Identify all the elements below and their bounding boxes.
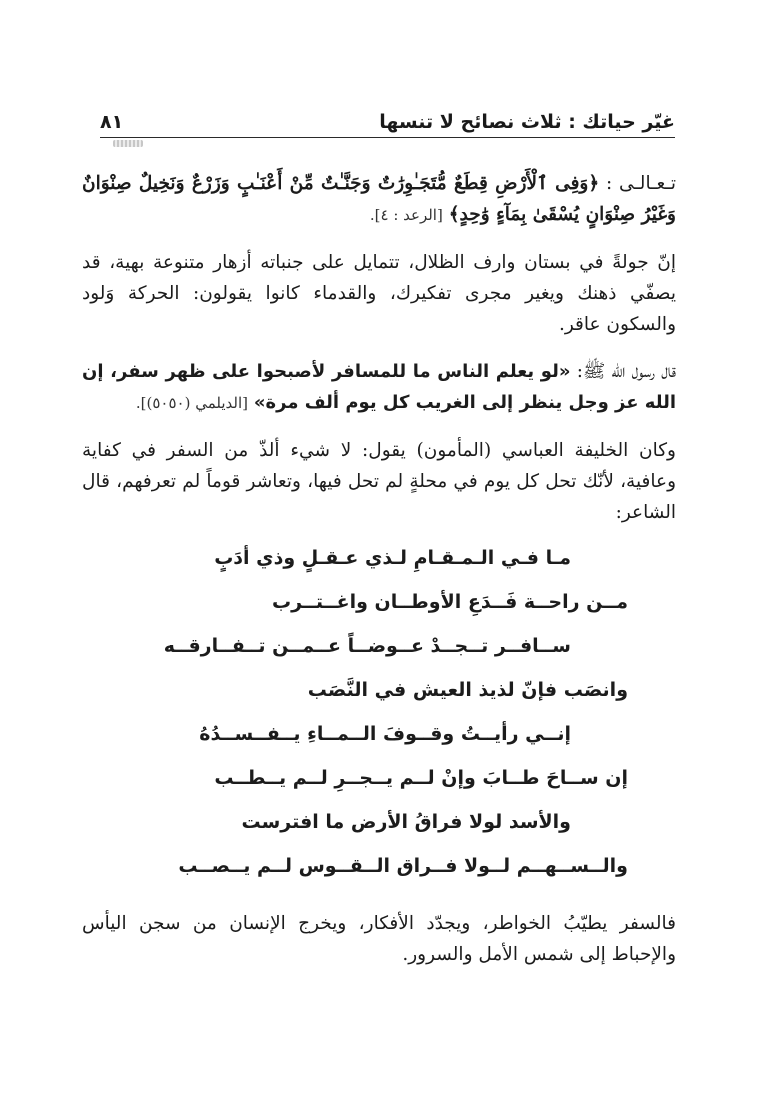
header-ornament-icon: [113, 140, 143, 147]
header-divider: [100, 137, 675, 138]
poem-verse: مـا فـي الـمـقـامِ لـذي عـقـلٍ وذي أدَبٍ: [214, 547, 571, 569]
running-header: [100, 100, 675, 136]
quran-reference: [الرعد : ٤].: [369, 206, 443, 224]
hadith-text: «لو يعلم الناس ما للمسافر لأصبحوا على ظهر سفر، إن الله عز وجل ينظر إلى الغريب كل يوم ألف مرة»: [82, 361, 676, 413]
hadith-intro: قال رسول الله ﷺ:: [570, 361, 677, 382]
quran-paragraph: [82, 168, 676, 231]
hadith-source: [الديلمي (٥٠٥٠)].: [135, 394, 248, 412]
poem-verse: والأسد لولا فراقُ الأرض ما افترست: [241, 811, 571, 833]
poem-verse: مــن راحــة فَــدَعِ الأوطــان واغــتــرب: [272, 591, 628, 613]
poem-verse: وانصَب فإنّ لذيذ العيش في النَّصَب: [307, 679, 628, 701]
poem: [82, 544, 676, 896]
mamun-paragraph: وكان الخليفة العباسي (المأمون) يقول: لا شيء ألذّ من السفر في كفاية وعافية، لأنّك تحل كل يوم في محلةٍ لم تحل فيها، وتعاشر قوماً لم تعرفهم، قال الشاعر:: [82, 440, 676, 523]
hadith-paragraph: [82, 356, 676, 419]
poem-verse: إنــي رأيــتُ وقــوفَ الــمــاءِ يــفــســدُهُ: [199, 723, 571, 745]
poem-verse: ســافــر تــجــدْ عــوضــاً عــمــن تــفــارقــه: [163, 635, 571, 657]
chapter-title: غيّر حياتك : ثلاث نصائح لا تنسها: [379, 111, 675, 133]
poem-verse: والــســهــم لــولا فــراق الــقــوس لــم يــصــب: [178, 855, 628, 877]
closing-paragraph: فالسفر يطيّبُ الخواطر، ويجدّد الأفكار، ويخرج الإنسان من سجن اليأس والإحباط إلى شمس الأمل والسرور.: [82, 913, 676, 965]
quran-intro: تـعـالـى :: [605, 173, 676, 194]
quran-verse: ﴿وَفِى ٱلْأَرْضِ قِطَعٌ مُّتَجَـٰوِرَٰتٌ وَجَنَّـٰتٌ مِّنْ أَعْنَـٰبٍ وَزَرْعٌ وَنَخِيلٌ صِنْوَانٌ وَغَيْرُ صِنْوَانٍ يُسْقَىٰ بِمَآءٍ وَٰحِدٍ﴾: [82, 173, 676, 225]
page-body: [82, 168, 676, 986]
garden-paragraph: إنّ جولةً في بستان وارف الظلال، تتمايل على جنباته أزهار متنوعة بهية، قد يصفّي ذهنك ويغير مجرى تفكيرك، والقدماء كانوا يقولون: الحركة وَلود والسكون عاقر.: [82, 252, 676, 335]
page-number: ٨١: [100, 111, 124, 133]
poem-verse: إن ســاحَ طــابَ وإنْ لــم يــجــرِ لــم يــطــب: [214, 767, 628, 789]
